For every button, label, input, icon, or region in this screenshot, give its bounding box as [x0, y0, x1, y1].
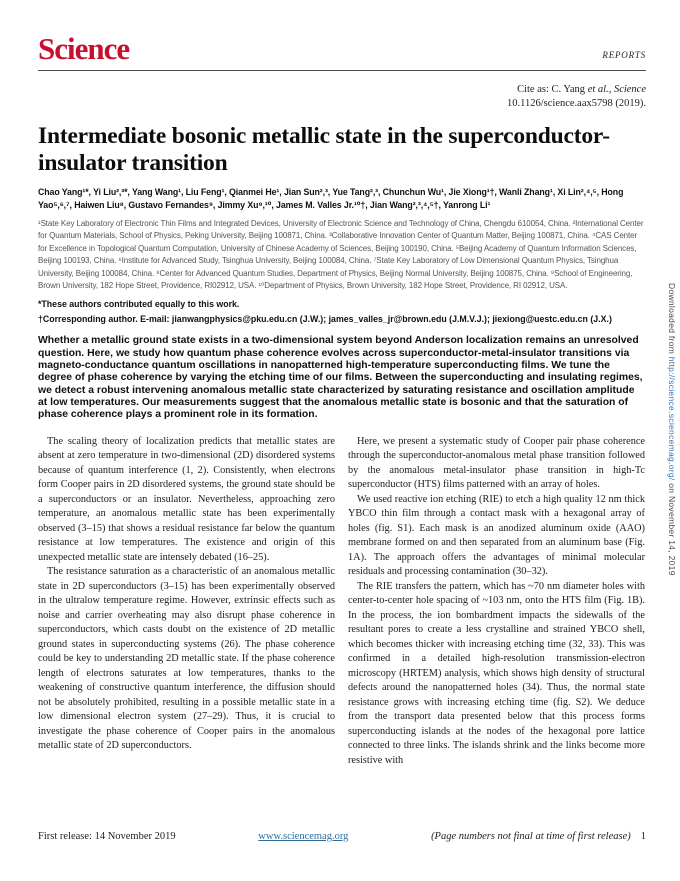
- corresponding-author-note: †Corresponding author. E-mail: jianwangphysics@pku.edu.cn (J.W.); james_valles_jr@brown.edu (J.M.V.J.); jiexiong@uestc.edu.cn (J.X.): [38, 314, 612, 325]
- paper-title-line1: Intermediate bosonic metallic state in the superconductor-: [38, 123, 610, 149]
- science-logo: Science: [38, 31, 130, 66]
- paragraph: Here, we present a systematic study of Cooper pair phase coherence through the superconductor-anomalous metal phase transition followed by the anomalous metal-insulator phase transition in high-Tc superconductor (HTS) films patterned with an array of holes.: [348, 435, 645, 491]
- sidebar-url-link[interactable]: http://science.sciencemag.org/: [667, 356, 677, 481]
- citation: [38, 83, 646, 110]
- body-column-left: [38, 435, 335, 792]
- abstract: Whether a metallic ground state exists in a two-dimensional system beyond Anderson localization remains an unresolved question. Here, we study how quantum phase coherence evolves across superconductor-metal-insulator transitions via magneto-conductance quantum oscillations in nanopatterned high-temperature superconducting films. We tune the degree of phase coherence by varying the etching time of our films. Between the superconducting and insulating regimes, we detect a robust intervening anomalous metallic state characterized by saturating resistance and oscillation amplitude at low temperatures. Our measurements suggest that the anomalous metallic state is bosonic and that the saturation of phase coherence plays a prominent role in its formation.: [38, 335, 643, 421]
- paragraph: The RIE transfers the pattern, which has ~70 nm diameter holes with center-to-center hole spacing of ~103 nm, onto the HTS film (Fig. 1B). In the process, the ion bombardment impacts the sidewalls of the resultant pores to create a less crystalline and strained YBCO shell, which becomes thicker with increasing etching time (32, 33). This was confirmed in a detailed high-resolution transmission-electron microscopy (HRTEM) analysis, which shows high density of structural defects around the nanopatterned holes (34). Thus, the normal state resistance grows with increasing etching time (fig. S2). We deduce from the transport data presented below that this process forms superconducting islands at the nodes of the hexagonal pore lattice connected to three links. The islands shrink and the links become more resistive with: [348, 580, 645, 766]
- equal-contribution-note: *These authors contributed equally to this work.: [38, 299, 240, 310]
- paragraph: The resistance saturation as a characteristic of an anomalous metallic state in 2D superconductors (3–15) has been experimentally observed in the ultralow temperature regime. However, extrinsic effects such as noise and carrier overheating may also disrupt phase coherence in superconductors, which casts doubt on the existence of 2D metallic ground states in superconducting systems (26). The phase coherence could be key to understanding 2D metallic state. If the phase coherence length of electrons saturates at low temperatures, thanks to the weakening of constructive quantum interference, the diffusion should not be absolutely prohibited, resulting in a possible metallic state in a low dimensional electron system (27–29). Thus, it is crucial to investigate the phase coherence of Cooper pairs in the anomalous metallic state of 2D superconductors.: [38, 566, 335, 752]
- paragraph: We used reactive ion etching (RIE) to etch a high quality 12 nm thick YBCO thin film through a contact mask with a hexagonal array of holes (fig. S1). Each mask is an anodized aluminum oxide (AAO) membrane formed on and then separated from an aluminum base (Fig. 1A). The approach offers the advantages of minimal molecular residuals and processing contamination (30–32).: [348, 493, 645, 578]
- footer-page-note-group: [431, 831, 646, 842]
- paragraph: The scaling theory of localization predicts that metallic states are absent at zero temperature in two-dimensional (2D) disordered systems because of quantum interference (1, 2). Consistently, when electrons form Cooper pairs in 2D disordered systems, the ground state should be a superconductors or an insulator. Nevertheless, approaching zero temperature, an anomalous metallic state has been experimentally observed (3–15) that shows a residual resistance far below the quantum resistance at low temperatures. The existence and origin of this unexpected metallic state are intensely debated (16–25).: [38, 435, 335, 563]
- page-footer: [38, 831, 646, 842]
- sidebar-download-note: Downloaded from http://science.sciencemag.org/ on November 14, 2019: [667, 283, 677, 576]
- body-columns: [38, 435, 646, 792]
- paper-title: [38, 123, 646, 177]
- affiliations: ¹State Key Laboratory of Electronic Thin Films and Integrated Devices, University of Electronic Science and Technology of China, Chengdu 610054, China. ²International Center for Quantum Materials, School of Physics, Peking University, Beijing 100871, China. ³Collaborative Innovation Center of Quantum Matter, Beijing 100871, China. ⁴CAS Center for Excellence in Topological Quantum Computation, University of Chinese Academy of Sciences, Beijing 100190, China. ⁵Beijing Academy of Quantum Information Sciences, Beijing 100193, China. ⁶Institute for Advanced Study, Tsinghua University, Beijing 100084, China. ⁷State Key Laboratory of Low Dimensional Quantum Physics, Tsinghua University, Beijing 100084, China. ⁸Center for Advanced Quantum Studies, Department of Physics, Beijing Normal University, Beijing 100875, China. ⁹School of Engineering, Brown University, 182 Hope Street, Providence, RI02912, USA. ¹⁰Department of Physics, Brown University, 182 Hope Street, Providence, RI 02912, USA.: [38, 219, 644, 291]
- section-label: REPORTS: [602, 50, 646, 60]
- footer-site-link[interactable]: www.sciencemag.org: [258, 831, 349, 842]
- citation-line2: 10.1126/science.aax5798 (2019).: [507, 97, 646, 109]
- footer-page-note: (Page numbers not final at time of first release): [431, 831, 631, 842]
- masthead-rule: [38, 70, 646, 71]
- footer-release-date: First release: 14 November 2019: [38, 831, 176, 842]
- footer-page-number: 1: [640, 831, 646, 842]
- body-column-right: [348, 435, 645, 792]
- masthead: [38, 0, 646, 65]
- citation-line1: Cite as: C. Yang et al., Science: [517, 84, 646, 95]
- authors-line: Chao Yang¹*, Yi Liu²,³*, Yang Wang¹, Liu Feng¹, Qianmei He¹, Jian Sun²,³, Yue Tang²,³, Chunchun Wu¹, Jie Xiong¹†, Wanli Zhang¹, Xi Lin²,⁴,⁵, Hong Yao⁵,⁶,⁷, Haiwen Liu⁸, Gustavo Fernandes⁹, Jimmy Xu⁹,¹⁰, James M. Valles Jr.¹⁰†, Jian Wang²,³,⁴,⁵†, Yanrong Li¹: [38, 187, 624, 210]
- paper-title-line2: insulator transition: [38, 150, 228, 176]
